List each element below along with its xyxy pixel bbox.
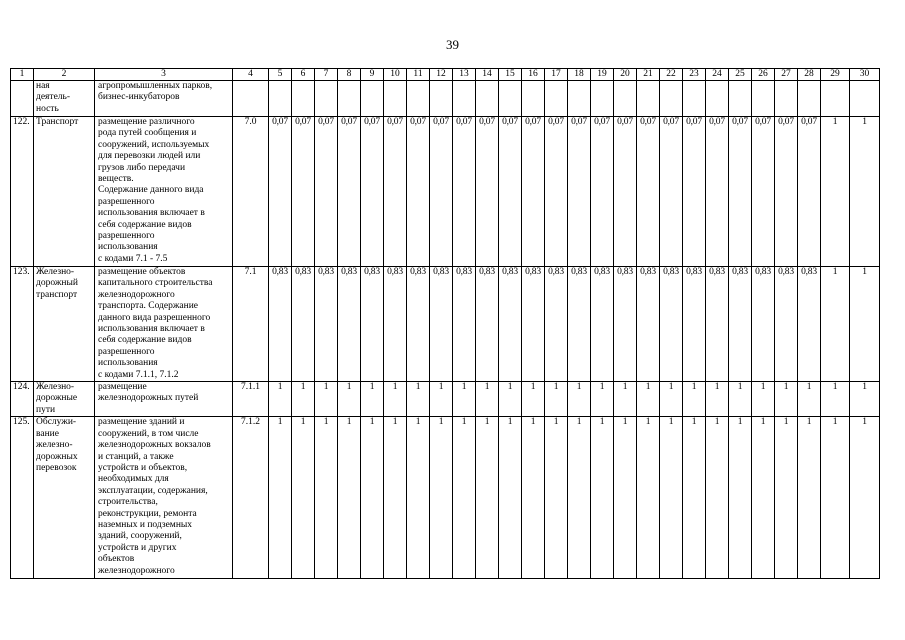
coefficient-cell: 1 bbox=[660, 382, 683, 417]
coefficient-cell: 1 bbox=[453, 417, 476, 579]
use-name-line: Железно- bbox=[36, 267, 75, 277]
coefficient-cell: 1 bbox=[407, 417, 430, 579]
coefficient-cell: 1 bbox=[850, 417, 880, 579]
description-line: с кодами 7.1.1, 7.1.2 bbox=[98, 369, 179, 380]
coefficient-cell: 1 bbox=[315, 417, 338, 579]
row-number: 123. bbox=[11, 267, 34, 382]
coefficient-cell: 1 bbox=[292, 382, 315, 417]
row-number: 122. bbox=[11, 117, 34, 267]
description-line: размещение объектов bbox=[98, 267, 186, 277]
coefficient-cell: 1 bbox=[361, 417, 384, 579]
column-header: 14 bbox=[476, 69, 499, 81]
description-line: Содержание данного вида bbox=[98, 185, 204, 196]
coefficient-cell: 0,83 bbox=[706, 267, 729, 382]
coefficient-cell: 0,83 bbox=[384, 267, 407, 382]
coefficient-cell bbox=[292, 81, 315, 117]
coefficient-cell: 1 bbox=[798, 417, 821, 579]
table-row bbox=[11, 417, 880, 579]
description-line: грузов либо передачи bbox=[98, 162, 186, 173]
coefficient-cell: 1 bbox=[269, 417, 292, 579]
coefficient-cell: 0,07 bbox=[499, 117, 522, 267]
coefficient-cell: 1 bbox=[453, 382, 476, 417]
row-number: 124. bbox=[11, 382, 34, 417]
coefficient-cell bbox=[430, 81, 453, 117]
coefficient-cell: 1 bbox=[798, 382, 821, 417]
page-number: 39 bbox=[446, 37, 459, 52]
coefficient-cell: 1 bbox=[338, 382, 361, 417]
coefficient-cell bbox=[591, 81, 614, 117]
coefficient-cell: 0,07 bbox=[637, 117, 660, 267]
coefficient-cell bbox=[269, 81, 292, 117]
column-header: 30 bbox=[850, 69, 880, 81]
coefficient-cell: 1 bbox=[545, 417, 568, 579]
coefficient-cell: 0,07 bbox=[591, 117, 614, 267]
row-number bbox=[11, 81, 34, 117]
use-name-cell bbox=[34, 382, 95, 417]
coefficient-cell: 1 bbox=[522, 382, 545, 417]
description-line: железнодорожных вокзалов bbox=[98, 440, 211, 451]
coefficient-cell: 1 bbox=[338, 417, 361, 579]
description-line: с кодами 7.1 - 7.5 bbox=[98, 253, 168, 264]
coefficient-cell: 1 bbox=[821, 267, 850, 382]
coefficient-cell: 0,83 bbox=[614, 267, 637, 382]
coefficient-cell: 1 bbox=[430, 382, 453, 417]
coefficient-cell bbox=[850, 81, 880, 117]
column-header: 9 bbox=[361, 69, 384, 81]
coefficient-cell bbox=[614, 81, 637, 117]
description-line: наземных и подземных bbox=[98, 519, 193, 530]
coefficient-cell bbox=[775, 81, 798, 117]
coefficient-cell: 0,83 bbox=[545, 267, 568, 382]
use-code-cell bbox=[233, 81, 269, 117]
coefficient-cell: 0,83 bbox=[292, 267, 315, 382]
description-line: агропромышленных парков, bbox=[98, 81, 213, 91]
column-header: 7 bbox=[315, 69, 338, 81]
coefficient-cell: 0,07 bbox=[522, 117, 545, 267]
description-line: использования bbox=[98, 242, 158, 253]
coefficient-cell: 0,07 bbox=[361, 117, 384, 267]
use-name-line: дорожные bbox=[36, 393, 78, 404]
coefficient-cell bbox=[821, 81, 850, 117]
table-row bbox=[11, 81, 880, 117]
description-line: железнодорожных путей bbox=[98, 393, 199, 404]
coefficient-cell: 1 bbox=[775, 382, 798, 417]
column-header: 24 bbox=[706, 69, 729, 81]
coefficient-cell: 1 bbox=[850, 382, 880, 417]
coefficient-cell bbox=[729, 81, 752, 117]
coefficient-cell: 0,83 bbox=[269, 267, 292, 382]
coefficient-cell: 1 bbox=[269, 382, 292, 417]
description-line: и станций, а также bbox=[98, 451, 174, 462]
coefficient-cell: 0,83 bbox=[775, 267, 798, 382]
coefficient-cell: 1 bbox=[499, 382, 522, 417]
description-line: объектов bbox=[98, 554, 135, 565]
coefficient-cell: 1 bbox=[706, 382, 729, 417]
description-line: зданий, сооружений, bbox=[98, 531, 182, 542]
column-header: 13 bbox=[453, 69, 476, 81]
coefficient-cell: 1 bbox=[660, 417, 683, 579]
coefficient-cell: 0,07 bbox=[315, 117, 338, 267]
coefficient-cell bbox=[407, 81, 430, 117]
coefficient-cell: 0,83 bbox=[522, 267, 545, 382]
coefficient-cell: 1 bbox=[821, 117, 850, 267]
description-line: веществ. bbox=[98, 174, 134, 185]
use-name-cell bbox=[34, 417, 95, 579]
description-line: эксплуатации, содержания, bbox=[98, 485, 208, 496]
coefficient-cell: 0,07 bbox=[729, 117, 752, 267]
table-row bbox=[11, 117, 880, 267]
coefficient-cell bbox=[338, 81, 361, 117]
description-line: для перевозки людей или bbox=[98, 151, 201, 162]
coefficient-cell: 0,07 bbox=[269, 117, 292, 267]
column-header: 11 bbox=[407, 69, 430, 81]
coefficient-cell: 1 bbox=[850, 267, 880, 382]
coefficient-cell: 1 bbox=[683, 417, 706, 579]
description-line: разрешенного bbox=[98, 346, 155, 357]
use-name-cell bbox=[34, 267, 95, 382]
column-header: 21 bbox=[637, 69, 660, 81]
use-description-cell bbox=[95, 382, 233, 417]
coefficient-cell: 0,83 bbox=[315, 267, 338, 382]
column-header: 15 bbox=[499, 69, 522, 81]
coefficient-cell: 0,83 bbox=[407, 267, 430, 382]
coefficient-cell: 1 bbox=[821, 417, 850, 579]
coefficient-cell bbox=[568, 81, 591, 117]
use-description-cell bbox=[95, 417, 233, 579]
column-header: 20 bbox=[614, 69, 637, 81]
coefficient-cell: 1 bbox=[637, 417, 660, 579]
land-use-table bbox=[10, 68, 880, 579]
use-code-cell: 7.0 bbox=[233, 117, 269, 267]
column-header: 2 bbox=[34, 69, 95, 81]
description-line: использования включает в bbox=[98, 324, 205, 335]
description-line: размещение bbox=[98, 382, 147, 393]
coefficient-cell bbox=[637, 81, 660, 117]
table-row bbox=[11, 267, 880, 382]
coefficient-cell: 1 bbox=[292, 417, 315, 579]
table-row bbox=[11, 382, 880, 417]
use-name-line: транспорт bbox=[36, 289, 78, 300]
coefficient-cell: 0,07 bbox=[545, 117, 568, 267]
coefficient-cell bbox=[706, 81, 729, 117]
description-line: сооружений, используемых bbox=[98, 139, 210, 150]
table-body bbox=[11, 69, 880, 579]
coefficient-cell: 1 bbox=[430, 417, 453, 579]
coefficient-cell: 0,07 bbox=[338, 117, 361, 267]
coefficient-cell: 0,07 bbox=[683, 117, 706, 267]
coefficient-cell: 1 bbox=[683, 382, 706, 417]
coefficient-cell: 1 bbox=[499, 417, 522, 579]
coefficient-cell bbox=[499, 81, 522, 117]
column-header: 17 bbox=[545, 69, 568, 81]
coefficient-cell: 1 bbox=[614, 382, 637, 417]
coefficient-cell: 0,83 bbox=[637, 267, 660, 382]
coefficient-cell: 0,07 bbox=[407, 117, 430, 267]
coefficient-cell: 1 bbox=[384, 382, 407, 417]
coefficient-cell bbox=[752, 81, 775, 117]
coefficient-cell: 1 bbox=[706, 417, 729, 579]
coefficient-cell: 1 bbox=[850, 117, 880, 267]
description-line: транспорта. Содержание bbox=[98, 301, 199, 312]
use-description-cell bbox=[95, 267, 233, 382]
use-name-cell bbox=[34, 81, 95, 117]
coefficient-cell bbox=[522, 81, 545, 117]
column-header: 26 bbox=[752, 69, 775, 81]
coefficient-cell: 0,83 bbox=[752, 267, 775, 382]
coefficient-cell bbox=[361, 81, 384, 117]
use-name-line: Железно- bbox=[36, 382, 75, 393]
coefficient-cell: 1 bbox=[522, 417, 545, 579]
coefficient-cell: 0,07 bbox=[775, 117, 798, 267]
column-header: 19 bbox=[591, 69, 614, 81]
coefficient-cell: 1 bbox=[407, 382, 430, 417]
coefficient-cell: 0,07 bbox=[752, 117, 775, 267]
description-line: размещение различного bbox=[98, 117, 195, 127]
coefficient-cell: 0,83 bbox=[798, 267, 821, 382]
coefficient-cell: 0,07 bbox=[476, 117, 499, 267]
coefficient-cell: 1 bbox=[591, 382, 614, 417]
coefficient-cell: 0,07 bbox=[384, 117, 407, 267]
coefficient-cell bbox=[476, 81, 499, 117]
coefficient-cell: 1 bbox=[614, 417, 637, 579]
row-number: 125. bbox=[11, 417, 34, 579]
column-header: 25 bbox=[729, 69, 752, 81]
description-line: железнодорожного bbox=[98, 565, 175, 576]
use-name-line: перевозок bbox=[36, 462, 77, 473]
coefficient-cell: 1 bbox=[476, 417, 499, 579]
column-header: 16 bbox=[522, 69, 545, 81]
coefficient-cell: 0,07 bbox=[706, 117, 729, 267]
use-code-cell: 7.1.1 bbox=[233, 382, 269, 417]
use-name-line: железно- bbox=[36, 440, 73, 451]
column-header: 4 bbox=[233, 69, 269, 81]
description-line: данного вида разрешенного bbox=[98, 312, 211, 323]
coefficient-cell bbox=[683, 81, 706, 117]
coefficient-cell: 0,07 bbox=[660, 117, 683, 267]
coefficient-cell: 1 bbox=[752, 417, 775, 579]
coefficient-cell: 0,07 bbox=[292, 117, 315, 267]
use-name-cell bbox=[34, 117, 95, 267]
coefficient-cell: 1 bbox=[775, 417, 798, 579]
coefficient-cell: 1 bbox=[637, 382, 660, 417]
coefficient-cell: 1 bbox=[315, 382, 338, 417]
description-line: разрешенного bbox=[98, 196, 155, 207]
column-header: 29 bbox=[821, 69, 850, 81]
coefficient-cell bbox=[798, 81, 821, 117]
use-code-cell: 7.1.2 bbox=[233, 417, 269, 579]
coefficient-cell: 0,07 bbox=[614, 117, 637, 267]
column-header: 27 bbox=[775, 69, 798, 81]
coefficient-cell: 0,83 bbox=[430, 267, 453, 382]
coefficient-cell: 0,83 bbox=[338, 267, 361, 382]
coefficient-cell: 0,83 bbox=[476, 267, 499, 382]
description-line: капитального строительства bbox=[98, 278, 213, 289]
description-line: реконструкции, ремонта bbox=[98, 508, 197, 519]
coefficient-cell bbox=[315, 81, 338, 117]
coefficient-cell: 1 bbox=[591, 417, 614, 579]
column-header: 1 bbox=[11, 69, 34, 81]
coefficient-cell: 0,83 bbox=[660, 267, 683, 382]
description-line: рода путей сообщения и bbox=[98, 128, 197, 139]
coefficient-cell: 1 bbox=[361, 382, 384, 417]
description-line: сооружений, в том числе bbox=[98, 428, 199, 439]
use-code-cell: 7.1 bbox=[233, 267, 269, 382]
description-line: использования включает в bbox=[98, 208, 205, 219]
column-header: 10 bbox=[384, 69, 407, 81]
use-name-line: Обслужи- bbox=[36, 417, 77, 428]
use-name-line: ность bbox=[36, 103, 59, 114]
description-line: размещение зданий и bbox=[98, 417, 185, 428]
description-line: использования bbox=[98, 358, 158, 369]
coefficient-cell: 1 bbox=[729, 417, 752, 579]
coefficient-cell bbox=[453, 81, 476, 117]
column-header: 18 bbox=[568, 69, 591, 81]
description-line: себя содержание видов bbox=[98, 335, 192, 346]
coefficient-cell: 0,83 bbox=[499, 267, 522, 382]
column-header: 6 bbox=[292, 69, 315, 81]
column-header: 23 bbox=[683, 69, 706, 81]
use-name-line: дорожных bbox=[36, 451, 78, 462]
description-line: необходимых для bbox=[98, 474, 169, 485]
column-header: 8 bbox=[338, 69, 361, 81]
column-header: 22 bbox=[660, 69, 683, 81]
coefficient-cell: 1 bbox=[545, 382, 568, 417]
column-header: 12 bbox=[430, 69, 453, 81]
description-line: бизнес-инкубаторов bbox=[98, 92, 180, 103]
coefficient-cell: 0,83 bbox=[361, 267, 384, 382]
coefficient-cell: 0,07 bbox=[430, 117, 453, 267]
coefficient-cell bbox=[660, 81, 683, 117]
use-description-cell bbox=[95, 117, 233, 267]
coefficient-cell: 1 bbox=[568, 417, 591, 579]
use-name-line: Транспорт bbox=[36, 117, 79, 127]
coefficient-cell: 0,83 bbox=[453, 267, 476, 382]
description-line: разрешенного bbox=[98, 231, 155, 242]
column-header: 28 bbox=[798, 69, 821, 81]
description-line: себя содержание видов bbox=[98, 219, 192, 230]
coefficient-cell: 0,83 bbox=[568, 267, 591, 382]
coefficient-cell: 1 bbox=[821, 382, 850, 417]
use-name-line: ная bbox=[36, 81, 50, 91]
use-name-line: вание bbox=[36, 428, 59, 439]
use-name-line: дорожный bbox=[36, 278, 78, 289]
coefficient-cell: 1 bbox=[476, 382, 499, 417]
column-header: 3 bbox=[95, 69, 233, 81]
description-line: устройств и объектов, bbox=[98, 462, 188, 473]
coefficient-cell: 0,83 bbox=[729, 267, 752, 382]
description-line: железнодорожного bbox=[98, 289, 175, 300]
coefficient-cell: 0,83 bbox=[683, 267, 706, 382]
coefficient-cell: 0,07 bbox=[568, 117, 591, 267]
header-row bbox=[11, 69, 880, 81]
coefficient-cell: 0,07 bbox=[453, 117, 476, 267]
coefficient-cell: 0,07 bbox=[798, 117, 821, 267]
use-name-line: пути bbox=[36, 404, 56, 415]
coefficient-cell: 1 bbox=[568, 382, 591, 417]
column-header: 5 bbox=[269, 69, 292, 81]
coefficient-cell: 1 bbox=[752, 382, 775, 417]
coefficient-cell bbox=[384, 81, 407, 117]
coefficient-cell: 1 bbox=[729, 382, 752, 417]
use-name-line: деятель- bbox=[36, 92, 71, 103]
description-line: строительства, bbox=[98, 497, 158, 508]
coefficient-cell bbox=[545, 81, 568, 117]
use-description-cell bbox=[95, 81, 233, 117]
coefficient-cell: 0,83 bbox=[591, 267, 614, 382]
description-line: устройств и других bbox=[98, 542, 177, 553]
coefficient-cell: 1 bbox=[384, 417, 407, 579]
